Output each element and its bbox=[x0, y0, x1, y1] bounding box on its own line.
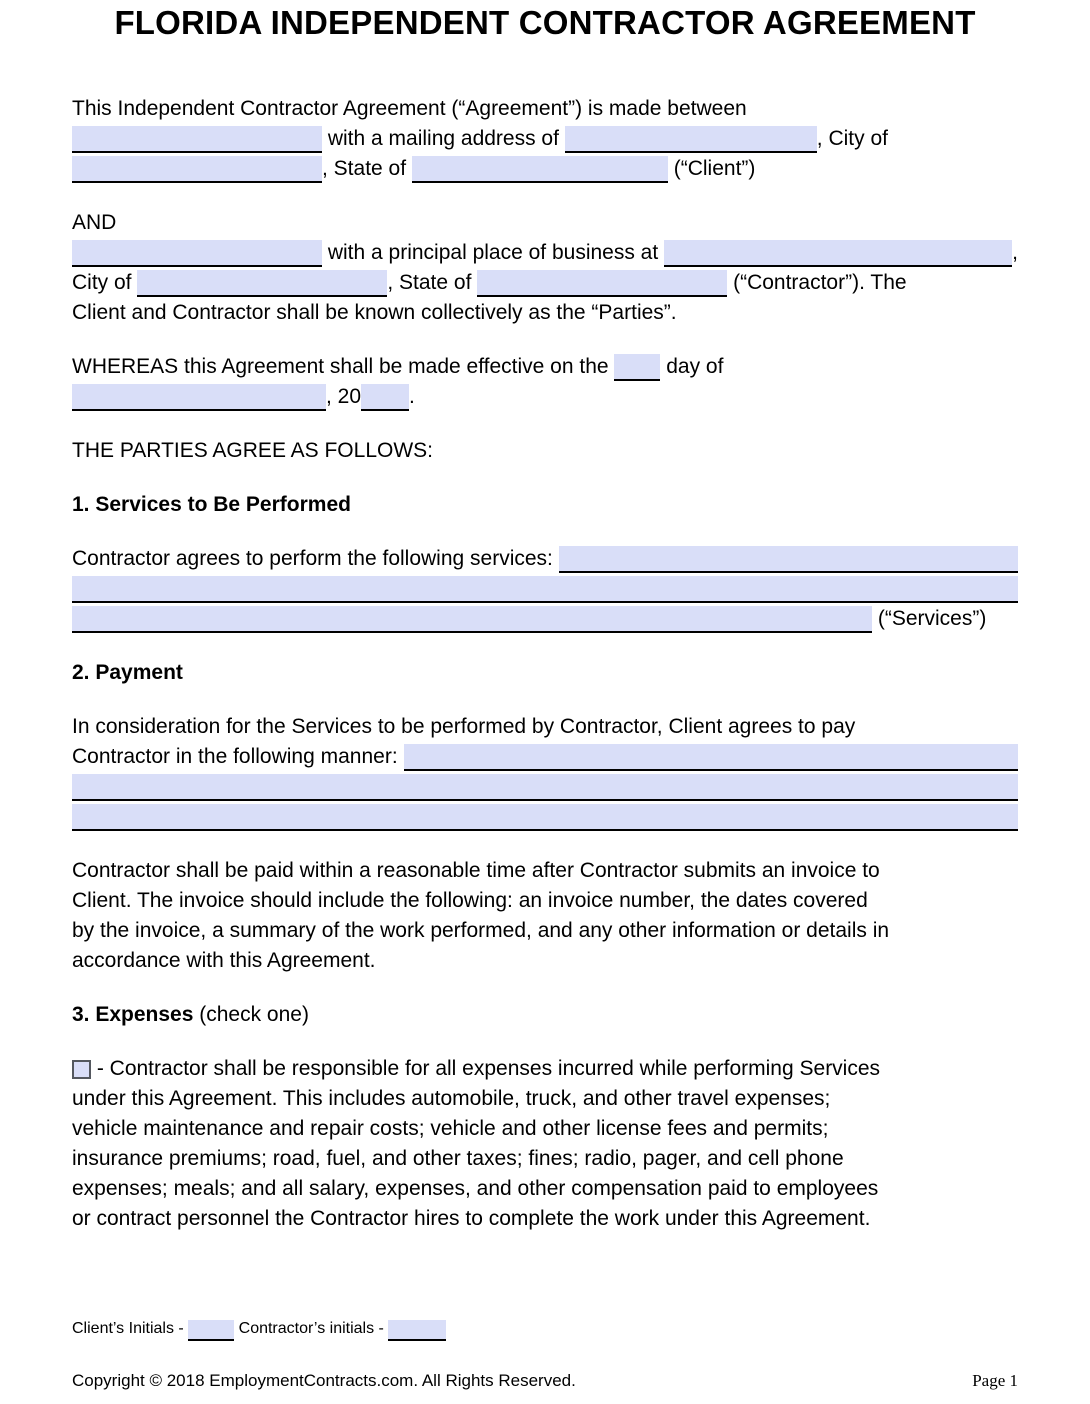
heading-text-run: 3. Expenses bbox=[72, 1003, 194, 1026]
text-run: insurance premiums; road, fuel, and other taxes; fines; radio, pager, and cell phone bbox=[72, 1147, 844, 1170]
text-run: (“Contractor”). The bbox=[727, 271, 907, 294]
text-line bbox=[72, 268, 1018, 298]
text-run: Client. The invoice should include the following: an invoice number, the dates covered bbox=[72, 889, 868, 912]
text-run: Contractor agrees to perform the following services: bbox=[72, 547, 559, 570]
effective-date-paragraph bbox=[72, 352, 1018, 412]
contractor-name-field[interactable] bbox=[72, 240, 322, 267]
text-line bbox=[72, 1000, 1018, 1030]
text-line bbox=[72, 856, 1018, 886]
text-line bbox=[72, 436, 1018, 466]
text-line bbox=[72, 1144, 1018, 1174]
text-run: (“Services”) bbox=[872, 607, 987, 630]
services-description-line1-field[interactable] bbox=[559, 546, 1018, 573]
client-city-field[interactable] bbox=[72, 156, 322, 183]
page-number: Page 1 bbox=[972, 1371, 1018, 1390]
text-run: expenses; meals; and all salary, expenses, and other compensation paid to employees bbox=[72, 1177, 879, 1200]
services-description-line2-field[interactable] bbox=[72, 576, 1018, 603]
client-street-address-field[interactable] bbox=[565, 126, 817, 153]
text-line bbox=[72, 1054, 1018, 1084]
invoice-paragraph bbox=[72, 856, 1018, 976]
text-run: THE PARTIES AGREE AS FOLLOWS: bbox=[72, 439, 433, 462]
text-run: day of bbox=[660, 355, 724, 378]
text-line bbox=[72, 238, 1018, 268]
text-run: with a principal place of business at bbox=[322, 241, 665, 264]
text-run: by the invoice, a summary of the work performed, and any other information or details in bbox=[72, 919, 890, 942]
text-line bbox=[72, 574, 1018, 604]
document-body bbox=[72, 94, 1018, 1234]
services-description-line3-field[interactable] bbox=[72, 606, 872, 633]
payment-description-line3-field[interactable] bbox=[72, 804, 1018, 831]
text-run: , State of bbox=[322, 157, 412, 180]
text-run: with a mailing address of bbox=[322, 127, 565, 150]
text-line bbox=[72, 1204, 1018, 1234]
text-run: AND bbox=[72, 211, 117, 234]
text-line bbox=[72, 1114, 1018, 1144]
contractor-party-paragraph bbox=[72, 208, 1018, 328]
text-run: Contractor’s initials - bbox=[234, 1320, 389, 1337]
text-run: , 20 bbox=[326, 385, 362, 408]
text-line bbox=[72, 352, 1018, 382]
contractor-state-field[interactable] bbox=[477, 270, 727, 297]
text-line bbox=[72, 382, 1018, 412]
copyright-notice: Copyright © 2018 EmploymentContracts.com. All Rights Reserved. bbox=[72, 1371, 576, 1390]
text-run: . bbox=[409, 385, 415, 408]
text-line bbox=[72, 712, 1018, 742]
text-line bbox=[72, 490, 1018, 520]
text-line bbox=[72, 1084, 1018, 1114]
text-run: or contract personnel the Contractor hires to complete the work under this Agreement. bbox=[72, 1207, 871, 1230]
text-run: Contractor shall be paid within a reasonable time after Contractor submits an invoice to bbox=[72, 859, 880, 882]
text-line bbox=[72, 298, 1018, 328]
text-run: City of bbox=[72, 271, 138, 294]
section-3-heading bbox=[72, 1000, 1018, 1030]
payment-description-line1-field[interactable] bbox=[404, 744, 1019, 771]
initials-row bbox=[72, 1316, 1018, 1342]
contractor-initials-field[interactable] bbox=[388, 1320, 446, 1341]
text-line bbox=[72, 154, 1018, 184]
text-line bbox=[72, 604, 1018, 634]
expenses-contractor-responsible-checkbox[interactable] bbox=[72, 1060, 91, 1079]
section-2-heading bbox=[72, 658, 1018, 688]
text-line bbox=[72, 946, 1018, 976]
contractor-street-address-field[interactable] bbox=[664, 240, 1012, 267]
heading-text-run: 1. Services to Be Performed bbox=[72, 493, 351, 516]
text-run: accordance with this Agreement. bbox=[72, 949, 376, 972]
text-run: - Contractor shall be responsible for all expenses incurred while performing Services bbox=[91, 1057, 881, 1080]
text-run: , bbox=[1012, 241, 1018, 264]
text-run: (“Client”) bbox=[667, 157, 756, 180]
client-initials-field[interactable] bbox=[188, 1320, 234, 1341]
expenses-option-paragraph bbox=[72, 1054, 1018, 1234]
text-run: Client’s Initials - bbox=[72, 1320, 189, 1337]
text-line bbox=[72, 544, 1018, 574]
text-line bbox=[72, 658, 1018, 688]
text-run: Client and Contractor shall be known collectively as the “Parties”. bbox=[72, 301, 677, 324]
effective-year-field[interactable] bbox=[361, 384, 409, 411]
text-line bbox=[72, 124, 1018, 154]
text-run: In consideration for the Services to be performed by Contractor, Client agrees to pay bbox=[72, 715, 856, 738]
text-run: Contractor in the following manner: bbox=[72, 745, 404, 768]
payment-description-line2-field[interactable] bbox=[72, 774, 1018, 801]
intro-client-paragraph bbox=[72, 94, 1018, 184]
text-run: , State of bbox=[387, 271, 478, 294]
text-line bbox=[72, 1316, 1018, 1342]
client-name-field[interactable] bbox=[72, 126, 322, 153]
text-run: vehicle maintenance and repair costs; vehicle and other license fees and permits; bbox=[72, 1117, 829, 1140]
services-paragraph bbox=[72, 544, 1018, 634]
footer-row bbox=[72, 1371, 1018, 1391]
agreement-lead-in bbox=[72, 436, 1018, 466]
text-line bbox=[72, 772, 1018, 802]
text-line bbox=[72, 1174, 1018, 1204]
heading-text-run: 2. Payment bbox=[72, 661, 183, 684]
text-run: under this Agreement. This includes automobile, truck, and other travel expenses; bbox=[72, 1087, 831, 1110]
effective-day-field[interactable] bbox=[614, 354, 660, 381]
document-title: FLORIDA INDEPENDENT CONTRACTOR AGREEMENT bbox=[114, 4, 976, 41]
contractor-city-field[interactable] bbox=[137, 270, 387, 297]
text-line bbox=[72, 94, 1018, 124]
text-line bbox=[72, 208, 1018, 238]
text-run: (check one) bbox=[193, 1003, 309, 1026]
text-line bbox=[72, 802, 1018, 832]
section-1-heading bbox=[72, 490, 1018, 520]
text-line bbox=[72, 916, 1018, 946]
text-line bbox=[72, 742, 1018, 772]
text-run: WHEREAS this Agreement shall be made effective on the bbox=[72, 355, 615, 378]
effective-month-field[interactable] bbox=[72, 384, 326, 411]
text-run: This Independent Contractor Agreement (“Agreement”) is made between bbox=[72, 97, 747, 120]
text-run: , City of bbox=[816, 127, 888, 150]
text-line bbox=[72, 886, 1018, 916]
payment-paragraph bbox=[72, 712, 1018, 832]
document-content bbox=[72, 0, 1018, 1258]
client-state-field[interactable] bbox=[412, 156, 668, 183]
